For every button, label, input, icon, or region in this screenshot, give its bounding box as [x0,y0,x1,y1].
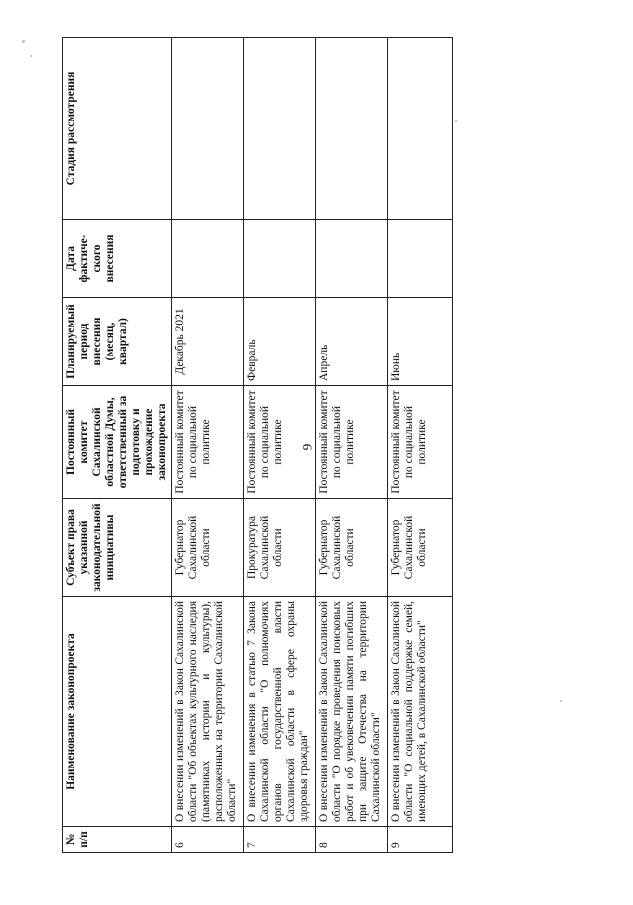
table-row [172,38,244,853]
row-num: 8 [316,827,388,853]
row-planned: Февраль [244,298,316,386]
header-name: Наименование законопроекта [63,597,172,827]
page-number: 9 [299,443,315,451]
row-committee: Постоянный комитет по социальной политике [172,386,244,499]
row-actual [244,220,316,298]
row-stage [388,38,453,220]
row-committee: Постоянный комитет по социальной политике [388,386,453,499]
row-actual [316,220,388,298]
row-num: 9 [388,827,453,853]
scan-speck [455,120,457,122]
row-subject: Губернатор Сахалинской области [172,499,244,597]
header-actual: Дата фактиче-ского внесения [63,220,172,298]
header-stage: Стадия рассмотрения [63,38,172,220]
row-stage [172,38,244,220]
header-planned: Планируемый период внесения (месяц, квартал) [63,298,172,386]
header-subject: Субъект права указанной законодательной инициативы [63,499,172,597]
table-row [244,38,316,853]
table-header-row [63,38,172,853]
row-name: О внесении изменений в Закон Сахалинской области "О порядке проведения поисковых работ и об увековечении памяти погибших при защите Отечества на территории Сахалинской области" [316,597,388,827]
row-committee: Постоянный комитет по социальной политике [316,386,388,499]
header-num: № п/п [63,827,172,853]
row-actual [388,220,453,298]
row-planned: Апрель [316,298,388,386]
rotated-table-wrapper [62,38,432,853]
scan-speck [30,55,32,57]
row-num: 6 [172,827,244,853]
scan-speck [560,700,562,702]
row-planned: Декабрь 2021 [172,298,244,386]
row-actual [172,220,244,298]
row-subject: Губернатор Сахалинской области [316,499,388,597]
table-row [316,38,388,853]
row-num: 7 [244,827,316,853]
row-stage [316,38,388,220]
row-name: О внесении изменения в статью 7 Закона Сахалинской области "О полномочиях органов государственной власти Сахалинской области в сфере охраны здоровья граждан" [244,597,316,827]
table-row [388,38,453,853]
row-name: О внесении изменений в Закон Сахалинской области "О социальной поддержке семей, имеющих детей, в Сахалинской области" [388,597,453,827]
row-subject: Прокуратура Сахалинской области [244,499,316,597]
row-subject: Губернатор Сахалинской области [388,499,453,597]
row-stage [244,38,316,220]
row-committee: Постоянный комитет по социальной политике [244,386,316,499]
bills-table [62,37,453,853]
scan-speck [22,40,25,43]
row-name: О внесении изменений в Закон Сахалинской области "Об объектах культурного наследия (памятниках истории и культуры), расположенных на территории Сахалинской области" [172,597,244,827]
header-committee: Постоянный комитет Сахалинской областной Думы, ответственный за подготовку и прохождение законопроекта [63,386,172,499]
row-planned: Июнь [388,298,453,386]
